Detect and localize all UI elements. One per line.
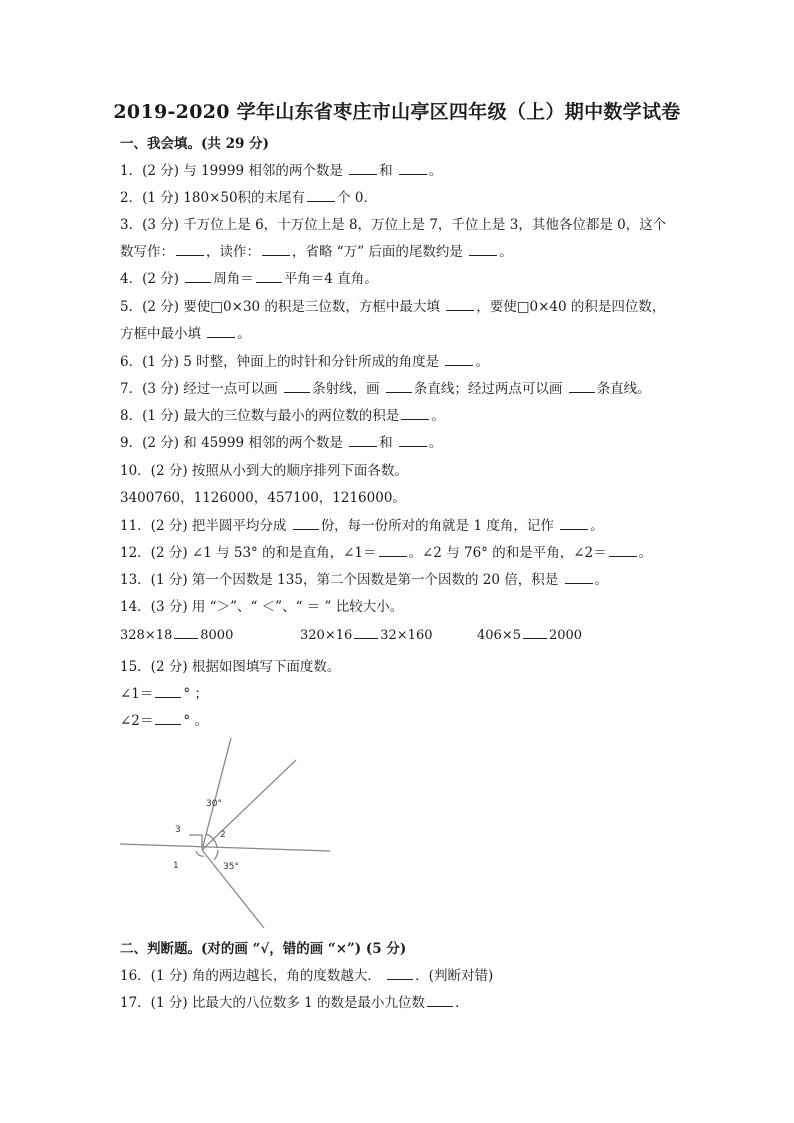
answer-blank[interactable] xyxy=(427,993,453,1007)
answer-blank[interactable] xyxy=(354,625,378,639)
question-4: 4．(2 分) 周角＝ 平角＝4 直角。 xyxy=(120,271,378,287)
question-3: 3．(3 分) 千万位上是 6，十万位上是 8，万位上是 7，千位上是 3，其他各位都是 0，这个 xyxy=(120,217,667,233)
answer-blank[interactable] xyxy=(176,242,204,256)
comparison-1: 328×18 8000 xyxy=(120,625,233,646)
vertical-ray xyxy=(202,738,231,850)
question-17: 17．(1 分) 比最大的八位数多 1 的数是最小九位数 ． xyxy=(120,995,469,1011)
answer-blank[interactable] xyxy=(155,684,181,698)
question-8: 8．(1 分) 最大的三位数与最小的两位数的积是 。 xyxy=(120,408,445,424)
comparison-2: 320×16 32×160 xyxy=(300,625,433,646)
answer-blank[interactable] xyxy=(349,161,377,175)
angle-figure xyxy=(118,738,334,930)
question-11: 11．(2 分) 把半圆平均分成 份，每一份所对的角就是 1 度角，记作 。 xyxy=(120,518,604,534)
question-15: 15．(2 分) 根据如图填写下面度数。 xyxy=(120,659,341,675)
question-15-angle-2: ∠2＝ ° 。 xyxy=(120,713,208,729)
answer-blank[interactable] xyxy=(446,297,474,311)
answer-blank[interactable] xyxy=(349,433,377,447)
answer-blank[interactable] xyxy=(379,543,407,557)
question-1: 1．(2 分) 与 19999 相邻的两个数是 和 。 xyxy=(120,163,443,179)
answer-blank[interactable] xyxy=(307,188,335,202)
answer-blank[interactable] xyxy=(185,269,211,283)
section-1-heading: 一、我会填。(共 29 分) xyxy=(120,136,269,152)
question-5-cont: 方框中最小填 。 xyxy=(120,326,251,342)
question-10-numbers: 3400760，1126000，457100，1216000。 xyxy=(120,490,406,506)
page-title: 2019-2020 学年山东省枣庄市山亭区四年级（上）期中数学试卷 xyxy=(113,101,681,123)
answer-blank[interactable] xyxy=(284,379,310,393)
answer-blank[interactable] xyxy=(560,516,588,530)
comparison-3: 406×5 2000 xyxy=(477,625,582,646)
question-5: 5．(2 分) 要使□0×30 的积是三位数，方框中最大填 ，要使□0×40 的积是四位数， xyxy=(120,299,666,315)
question-2: 2．(1 分) 180×50积的末尾有 个 0． xyxy=(120,190,377,206)
answer-blank[interactable] xyxy=(155,711,181,725)
answer-blank[interactable] xyxy=(256,269,282,283)
angle-arc-lower xyxy=(214,850,218,860)
answer-blank[interactable] xyxy=(401,406,429,420)
answer-blank[interactable] xyxy=(387,966,413,980)
answer-blank[interactable] xyxy=(469,242,497,256)
answer-blank[interactable] xyxy=(565,570,593,584)
label-angle-2: 2 xyxy=(220,830,226,840)
answer-blank[interactable] xyxy=(293,516,319,530)
label-35-degrees: 35° xyxy=(223,862,239,872)
label-angle-3: 3 xyxy=(175,825,181,835)
question-9: 9．(2 分) 和 45999 相邻的两个数是 和 。 xyxy=(120,435,443,451)
answer-blank[interactable] xyxy=(445,352,473,366)
answer-blank[interactable] xyxy=(609,543,637,557)
question-6: 6．(1 分) 5 时整，钟面上的时针和分针所成的角度是 。 xyxy=(120,354,489,370)
answer-blank[interactable] xyxy=(386,379,412,393)
answer-blank[interactable] xyxy=(262,242,290,256)
question-16: 16．(1 分) 角的两边越长，角的度数越大． ．(判断对错) xyxy=(120,968,494,984)
answer-blank[interactable] xyxy=(523,625,547,639)
answer-blank[interactable] xyxy=(399,433,427,447)
question-7: 7．(3 分) 经过一点可以画 条射线，画 条直线；经过两点可以画 条直线。 xyxy=(120,381,651,397)
question-12: 12．(2 分) ∠1 与 53° 的和是直角，∠1＝ 。∠2 与 76° 的和是平角，∠2＝ 。 xyxy=(120,545,653,561)
question-13: 13．(1 分) 第一个因数是 135，第二个因数是第一个因数的 20 倍，积是 。 xyxy=(120,572,608,588)
horizontal-line xyxy=(120,844,330,851)
section-2-heading: 二、判断题。(对的画 “√，错的画 “×”) (5 分) xyxy=(120,941,407,957)
question-15-angle-1: ∠1＝ ° ； xyxy=(120,686,208,702)
answer-blank[interactable] xyxy=(207,324,235,338)
label-angle-1: 1 xyxy=(173,861,179,871)
answer-blank[interactable] xyxy=(399,161,427,175)
label-30-degrees: 30° xyxy=(206,799,222,809)
question-10: 10．(2 分) 按照从小到大的顺序排列下面各数。 xyxy=(120,463,408,479)
question-3-cont: 数写作： ，读作： ，省略 “万” 后面的尾数约是 。 xyxy=(120,244,513,260)
question-14: 14．(3 分) 用 “＞”、“ ＜”、“ ＝ ” 比较大小。 xyxy=(120,599,404,615)
answer-blank[interactable] xyxy=(174,625,198,639)
answer-blank[interactable] xyxy=(569,379,595,393)
